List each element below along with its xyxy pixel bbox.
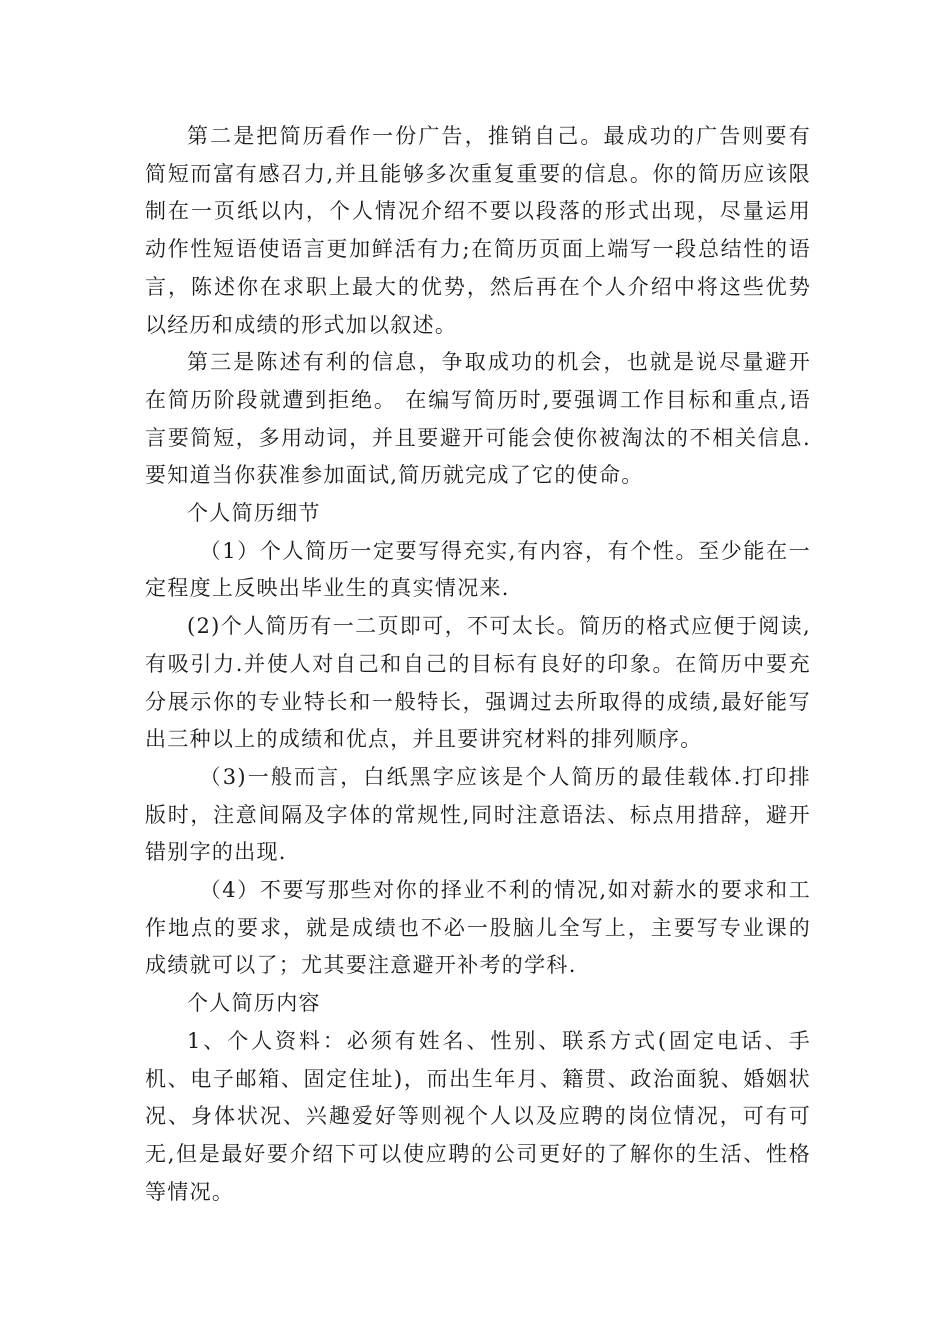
paragraph-detail-2: (2)个人简历有一二页即可，不可太长。简历的格式应便于阅读,有吸引力.并使人对自己和自己的目标有良好的印象。在简历中要充分展示你的专业特长和一般特长，强调过去所取得的成绩,最好能写出三种以上的成绩和优点，并且要讲究材料的排列顺序。 xyxy=(145,614,811,752)
paragraph-detail-1: （1）个人简历一定要写得充实,有内容，有个性。至少能在一定程度上反映出毕业生的真实情况来. xyxy=(145,538,811,601)
paragraph-detail-4: （4）不要写那些对你的择业不利的情况,如对薪水的要求和工作地点的要求，就是成绩也不必一股脑儿全写上，主要写专业课的成绩就可以了；尤其要注意避开补考的学科. xyxy=(145,878,811,978)
paragraph-present-favorable-info: 第三是陈述有利的信息，争取成功的机会，也就是说尽量避开在简历阶段就遭到拒绝。 在编写简历时,要强调工作目标和重点,语言要简短，多用动词，并且要避开可能会使你被淘汰的不相关信息.要知道当你获准参加面试,简历就完成了它的使命。 xyxy=(145,350,811,488)
document-body xyxy=(145,118,811,1211)
section-heading-resume-content: 个人简历内容 xyxy=(187,991,321,1016)
paragraph-resume-as-advertisement: 第二是把简历看作一份广告，推销自己。最成功的广告则要有简短而富有感召力,并且能够多次重复重要的信息。你的简历应该限制在一页纸以内，个人情况介绍不要以段落的形式出现，尽量运用动作性短语使语言更加鲜活有力;在简历页面上端写一段总结性的语言，陈述你在求职上最大的优势，然后再在个人介绍中将这些优势以经历和成绩的形式加以叙述。 xyxy=(145,124,811,337)
section-heading-resume-details: 个人简历细节 xyxy=(187,501,321,526)
paragraph-detail-3: （3)一般而言，白纸黑字应该是个人简历的最佳载体.打印排版时，注意间隔及字体的常规性,同时注意语法、标点用措辞，避开错别字的出现. xyxy=(145,764,811,865)
paragraph-personal-info: 1、个人资料：必须有姓名、性别、联系方式(固定电话、手机、电子邮箱、固定住址)，而出生年月、籍贯、政治面貌、婚姻状况、身体状况、兴趣爱好等则视个人以及应聘的岗位情况，可有可无,但是最好要介绍下可以使应聘的公司更好的了解你的生活、性格等情况。 xyxy=(145,1028,811,1204)
